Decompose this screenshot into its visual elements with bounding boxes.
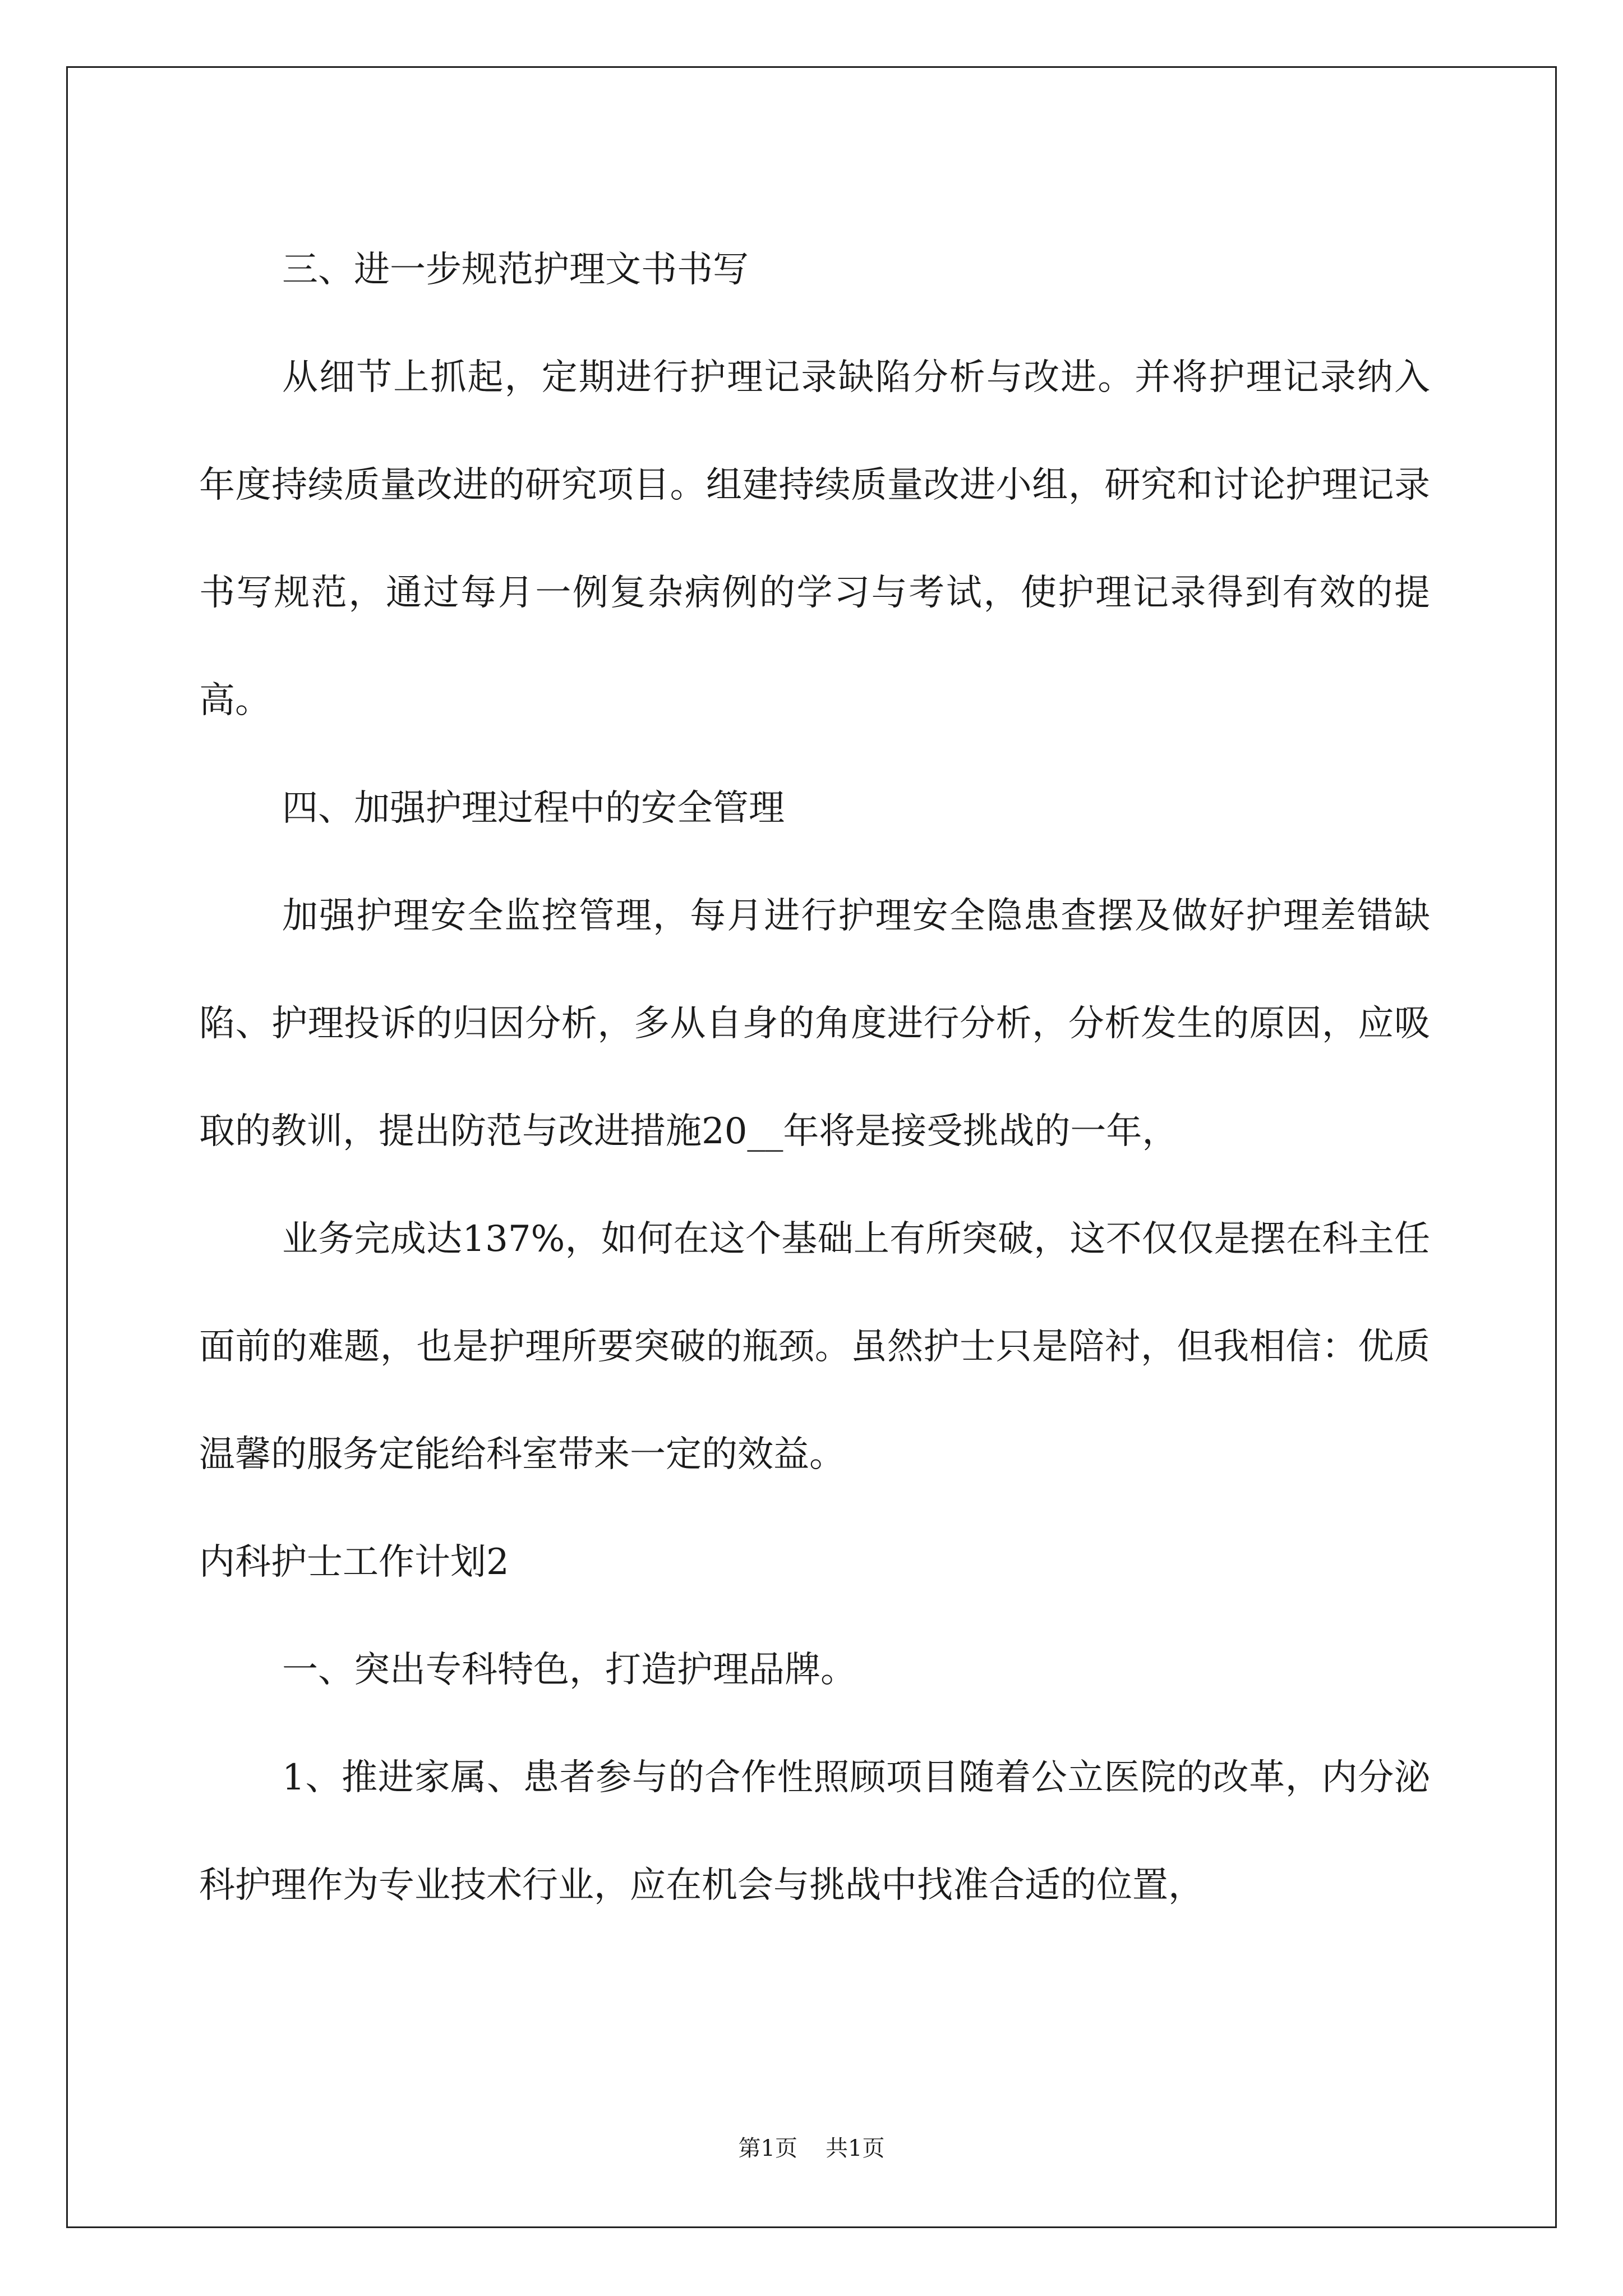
section-heading-1: 一、突出专科特色，打造护理品牌。 [282, 1649, 856, 1691]
paragraph: 业务完成达137%，如何在这个基础上有所突破，这不仅仅是摆在科主任面前的难题，也是护理所要突破的瓶颈。虽然护士只是陪衬，但我相信：优质温馨的服务定能给科室带来一定的效益。 [199, 1218, 1430, 1475]
section-heading-4: 四、加强护理过程中的安全管理 [282, 788, 785, 829]
page-total: 共1页 [826, 2136, 885, 2161]
section-heading-3: 三、进一步规范护理文书书写 [282, 249, 749, 291]
document-body [199, 216, 1430, 1939]
paragraph: 从细节上抓起，定期进行护理记录缺陷分析与改进。并将护理记录纳入年度持续质量改进的研究项目。组建持续质量改进小组，研究和讨论护理记录书写规范，通过每月一例复杂病例的学习与考试，使护理记录得到有效的提高。 [199, 357, 1430, 721]
paragraph: 加强护理安全监控管理，每月进行护理安全隐患查摆及做好护理差错缺陷、护理投诉的归因分析，多从自身的角度进行分析，分析发生的原因，应吸取的教训，提出防范与改进措施20__年将是接受挑战的一年， [199, 895, 1430, 1152]
document-subtitle: 内科护士工作计划2 [199, 1542, 509, 1583]
page-footer [0, 2131, 1623, 2162]
paragraph: 1、推进家属、患者参与的合作性照顾项目随着公立医院的改革，内分泌科护理作为专业技术行业，应在机会与挑战中找准合适的位置， [199, 1757, 1430, 1906]
page-number: 第1页 [738, 2136, 797, 2161]
